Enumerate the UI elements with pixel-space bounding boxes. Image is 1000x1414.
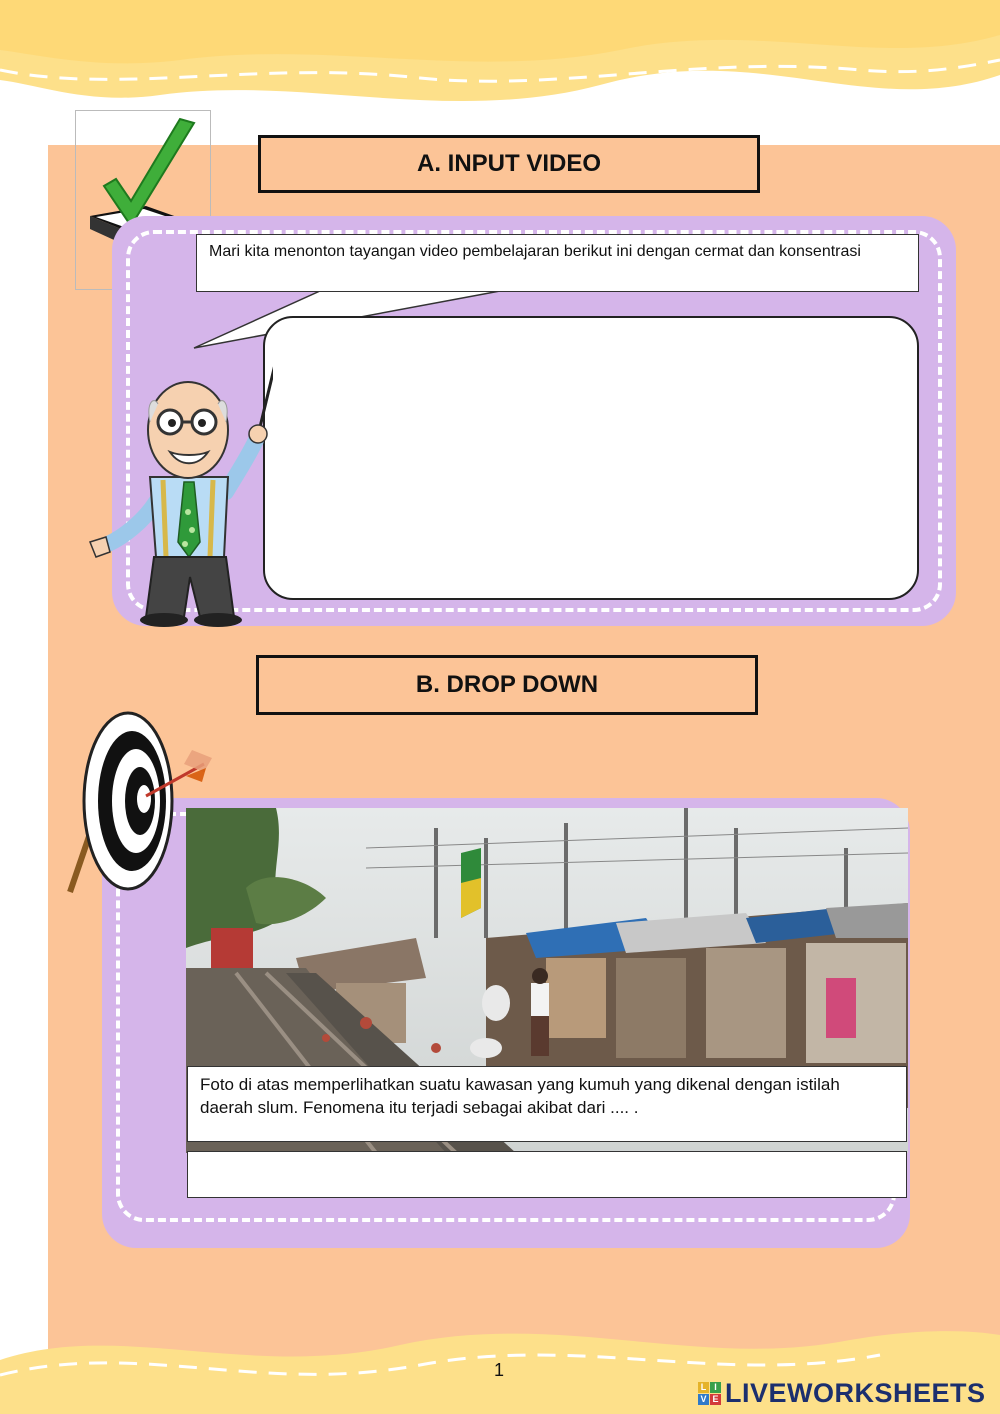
teacher-character-icon: [88, 352, 273, 627]
instruction-text: Mari kita menonton tayangan video pembelajaran berikut ini dengan cermat dan konsentrasi: [209, 243, 861, 260]
logo-letter-l: L: [698, 1382, 709, 1393]
section-b-title: [256, 655, 758, 715]
brand-name: LIVEWORKSHEETS: [725, 1378, 986, 1408]
logo-letter-v: V: [698, 1394, 709, 1405]
logo-letter-i: I: [710, 1382, 721, 1393]
logo-letter-e: E: [710, 1394, 721, 1405]
section-a-title-text: A. INPUT VIDEO: [416, 150, 602, 177]
brand-logo-icon: [698, 1382, 721, 1405]
section-b-title-text: B. DROP DOWN: [415, 671, 599, 698]
answer-dropdown[interactable]: [187, 1151, 907, 1198]
page-number: 1: [494, 1360, 505, 1380]
video-input-area[interactable]: [263, 316, 919, 600]
section-a-title: [258, 135, 760, 193]
question-text: Foto di atas memperlihatkan suatu kawasan yang kumuh yang dikenal dengan istilah daerah slum. Fenomena itu terjadi sebagai akibat dari .... .: [200, 1075, 840, 1117]
instruction-speech-bubble: [196, 234, 919, 292]
question-textbox: [187, 1066, 907, 1142]
liveworksheets-brand: [698, 1378, 986, 1409]
